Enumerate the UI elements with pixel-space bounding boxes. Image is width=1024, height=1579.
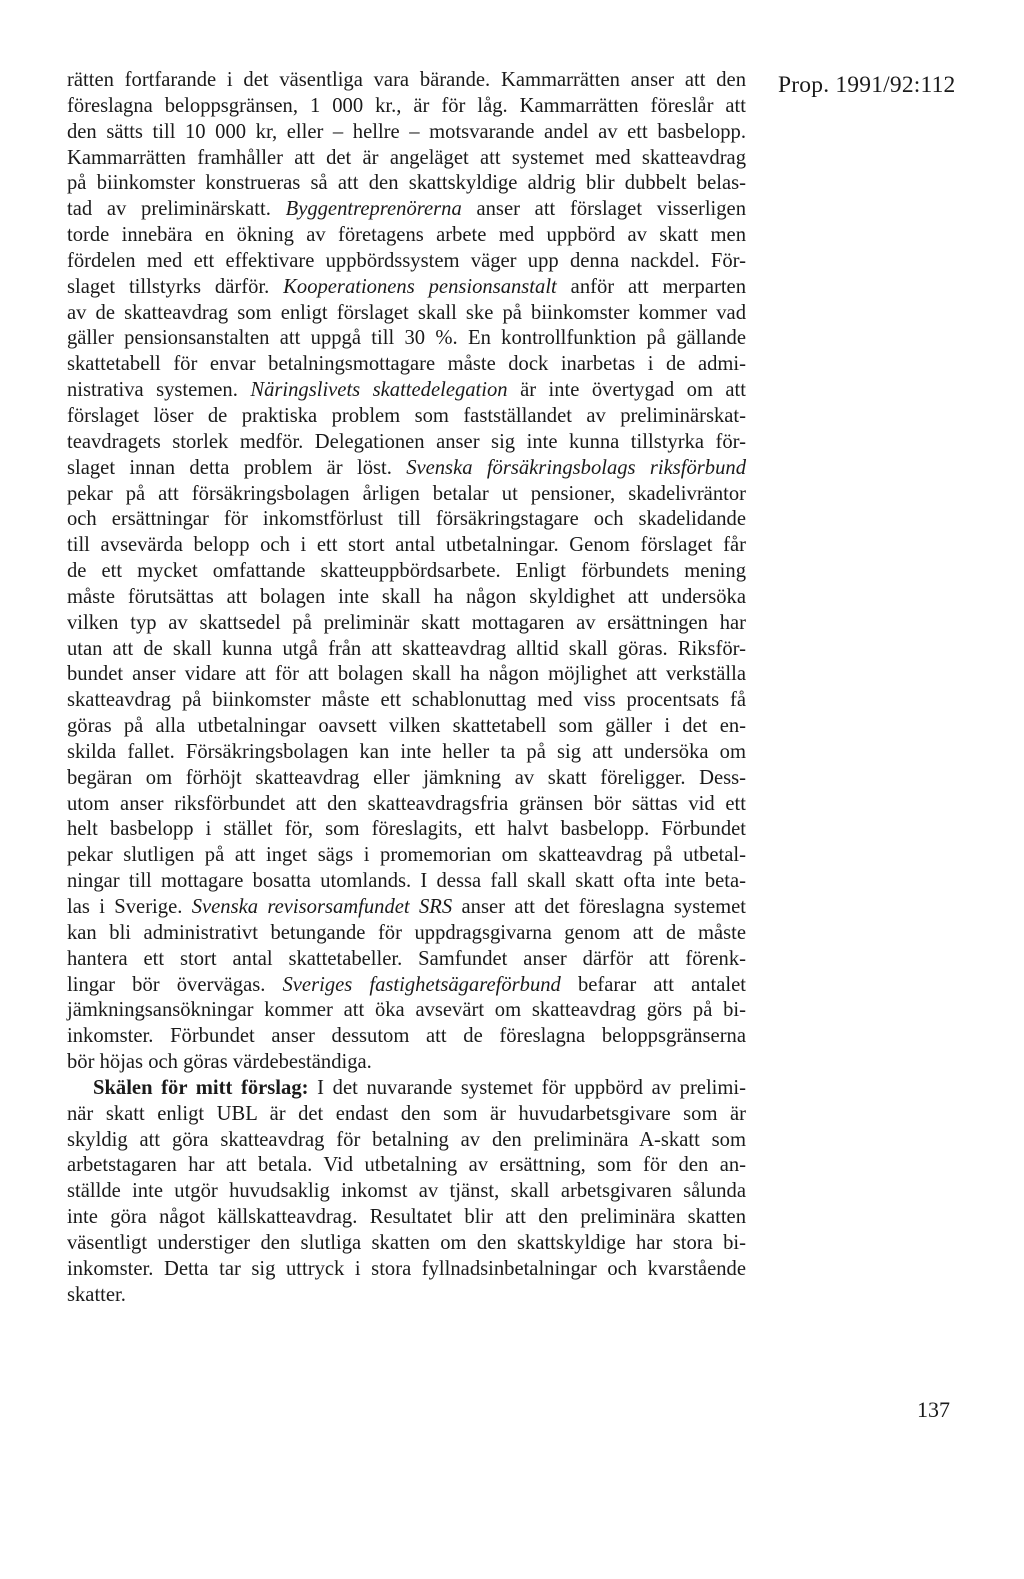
text-run: ställde inte utgör huvudsaklig inkomst av tjänst, skall arbetsgivaren sålunda <box>67 1180 746 1203</box>
text-run: arbetstagaren har att betala. Vid utbetalning av ersättning, som för den an- <box>67 1154 746 1177</box>
text-run: kan bli administrativt betungande för uppdragsgivarna genom att de måste <box>67 921 746 944</box>
text-line <box>67 766 746 792</box>
text-run: gäller pensionsanstalten att uppgå till 30 %. En kontrollfunktion på gällande <box>67 327 746 350</box>
text-run: den sätts till 10 000 kr, eller – hellre – motsvarande andel av ett basbelopp. <box>67 120 746 143</box>
text-run: ningar till mottagare bosatta utomlands. I dessa fall skall skatt ofta inte beta- <box>67 870 746 893</box>
text-run: skyldig att göra skatteavdrag för betalning av den preliminära A-skatt som <box>67 1128 746 1151</box>
text-run: hantera ett stort antal skattetabeller. Samfundet anser därför att förenk- <box>67 947 746 970</box>
text-line <box>67 482 746 508</box>
text-run: skatteavdrag på biinkomster måste ett schablonuttag med viss procentsats få <box>67 689 746 712</box>
text-run: de ett mycket omfattande skatteuppbördsarbete. Enligt förbundets mening <box>67 560 746 583</box>
text-line <box>67 921 746 947</box>
text-run: tad av preliminärskatt. <box>67 198 286 221</box>
text-run: nistrativa systemen. <box>67 379 251 402</box>
text-line <box>67 533 746 559</box>
text-run: utan att de skall kunna utgå från att skatteavdrag alltid skall göras. Riksför- <box>67 637 746 660</box>
text-run: lingar bör övervägas. <box>67 973 283 996</box>
text-run: bör höjas och göras värdebeständiga. <box>67 1051 372 1074</box>
text-run: skatter. <box>67 1283 126 1306</box>
text-line <box>67 817 746 843</box>
text-line <box>67 301 746 327</box>
text-run: förslaget löser de praktiska problem som fastställandet av preliminärskat- <box>67 404 746 427</box>
text-line <box>67 869 746 895</box>
text-line <box>67 1153 746 1179</box>
bold-heading-run: Skälen för mitt förslag: <box>93 1076 309 1099</box>
text-run: och ersättningar för inkomstförlust till försäkringstagare och skadelidande <box>67 508 746 531</box>
italic-organization-name: Sveriges fastighetsägareförbund <box>282 973 561 996</box>
text-run: slaget tillstyrks därför. <box>67 275 284 298</box>
italic-organization-name: Svenska försäkringsbolags riksförbund <box>406 456 746 479</box>
text-line <box>67 895 746 921</box>
text-line <box>67 171 746 197</box>
text-run: bundet anser vidare att för att bolagen skall ha någon möjlighet att verkställa <box>67 663 746 686</box>
text-line <box>67 740 746 766</box>
text-line <box>67 94 746 120</box>
text-line <box>67 507 746 533</box>
text-run: begäran om förhöjt skatteavdrag eller jämkning av skatt föreligger. Dess- <box>67 766 746 789</box>
text-line <box>67 68 746 94</box>
text-line <box>67 611 746 637</box>
text-line <box>67 1102 746 1128</box>
text-run: göras på alla utbetalningar oavsett vilken skattetabell som gäller i det en- <box>67 715 746 738</box>
text-line <box>67 1076 746 1102</box>
text-line <box>67 1257 746 1283</box>
text-line <box>67 792 746 818</box>
text-line <box>67 146 746 172</box>
text-line <box>67 430 746 456</box>
text-line <box>67 1050 746 1076</box>
text-run: befarar att antalet <box>560 973 746 996</box>
text-run: jämkningsansökningar kommer att öka avsevärt om skatteavdrag görs på bi- <box>67 999 746 1022</box>
text-line <box>67 714 746 740</box>
text-run: väsentligt understiger den slutliga skatten om den skattskyldige har stora bi- <box>67 1231 746 1254</box>
text-line <box>67 197 746 223</box>
text-line <box>67 947 746 973</box>
text-line <box>67 637 746 663</box>
text-run: på biinkomster konstrueras så att den skattskyldige aldrig blir dubbelt belas- <box>67 172 746 195</box>
text-line <box>67 1024 746 1050</box>
text-line <box>67 688 746 714</box>
text-line <box>67 326 746 352</box>
text-line <box>67 249 746 275</box>
text-run: inte göra något källskatteavdrag. Resultatet blir att den preliminära skatten <box>67 1206 746 1229</box>
text-run: inkomster. Förbundet anser dessutom att de föreslagna beloppsgränserna <box>67 1025 746 1048</box>
text-run: föreslagna beloppsgränsen, 1 000 kr., är för låg. Kammarrätten föreslår att <box>67 94 746 117</box>
text-line <box>67 1128 746 1154</box>
text-run: utom anser riksförbundet att den skatteavdragsfria gränsen bör sättas vid ett <box>67 792 746 815</box>
text-run: fördelen med ett effektivare uppbördssystem väger upp denna nackdel. För- <box>67 249 746 272</box>
text-line <box>67 456 746 482</box>
text-run: helt basbelopp i stället för, som föreslagits, ett halvt basbelopp. Förbundet <box>67 818 746 841</box>
text-run: anser att förslaget visserligen <box>461 198 746 221</box>
text-run: vilken typ av skattsedel på preliminär skatt mottagaren av ersättningen har <box>67 611 746 634</box>
text-line <box>67 998 746 1024</box>
text-run: när skatt enligt UBL är det endast den som är huvudarbetsgivare som är <box>67 1102 746 1125</box>
text-run: inkomster. Detta tar sig uttryck i stora fyllnadsinbetalningar och kvarstående <box>67 1257 746 1280</box>
text-run: av de skatteavdrag som enligt förslaget skall ske på biinkomster kommer vad <box>67 301 746 324</box>
text-run: torde innebära en ökning av företagens arbete med uppbörd av skatt men <box>67 224 746 247</box>
text-line <box>67 275 746 301</box>
italic-organization-name: Byggentreprenörerna <box>285 198 462 221</box>
page-number: 137 <box>917 1397 950 1422</box>
text-line <box>67 352 746 378</box>
text-line <box>67 843 746 869</box>
paragraph-reasons-for-proposal <box>67 1076 746 1309</box>
text-run: teavdragets storlek medför. Delegationen anser sig inte kunna tillstyrka för- <box>67 430 746 453</box>
text-line <box>67 1283 746 1309</box>
text-run: skattetabell för envar betalningsmottagare måste dock inarbetas i de admi- <box>67 353 746 376</box>
text-line <box>67 120 746 146</box>
text-line <box>67 1231 746 1257</box>
body-text <box>67 68 746 1309</box>
text-line <box>67 973 746 999</box>
italic-organization-name: Näringslivets skattedelegation <box>250 379 508 402</box>
text-line <box>67 1205 746 1231</box>
text-run: las i Sverige. <box>67 896 192 918</box>
paragraph-consultation-responses <box>67 68 746 1076</box>
italic-organization-name: Kooperationens pensionsanstalt <box>283 275 557 298</box>
text-line <box>67 585 746 611</box>
text-line <box>67 559 746 585</box>
text-run: pekar slutligen på att inget sägs i promemorian om skatteavdrag på utbetal- <box>67 844 746 867</box>
text-run: slaget innan detta problem är löst. <box>67 456 407 479</box>
italic-organization-name: Svenska revisorsamfundet SRS <box>191 896 453 918</box>
text-run: till avsevärda belopp och i ett stort antal utbetalningar. Genom förslaget får <box>67 534 746 557</box>
text-line <box>67 378 746 404</box>
text-run: rätten fortfarande i det väsentliga vara bärande. Kammarrätten anser att den <box>67 69 746 91</box>
text-run: pekar på att försäkringsbolagen årligen betalar ut pensioner, skadelivräntor <box>67 482 746 505</box>
text-run: anser att det föreslagna systemet <box>452 896 746 918</box>
text-line <box>67 404 746 430</box>
text-line <box>67 662 746 688</box>
text-run: är inte övertygad om att <box>507 379 746 402</box>
text-run: anför att merparten <box>556 275 746 298</box>
text-run: I det nuvarande systemet för uppbörd av prelimi- <box>308 1076 746 1099</box>
document-reference: Prop. 1991/92:112 <box>778 72 956 98</box>
text-run: måste förutsättas att bolagen inte skall ha någon skyldighet att undersöka <box>67 585 746 608</box>
text-run: Kammarrätten framhåller att det är angeläget att systemet med skatteavdrag <box>67 146 746 169</box>
text-line <box>67 223 746 249</box>
text-line <box>67 1179 746 1205</box>
text-run: skilda fallet. Försäkringsbolagen kan inte heller ta på sig att undersöka om <box>67 740 746 763</box>
